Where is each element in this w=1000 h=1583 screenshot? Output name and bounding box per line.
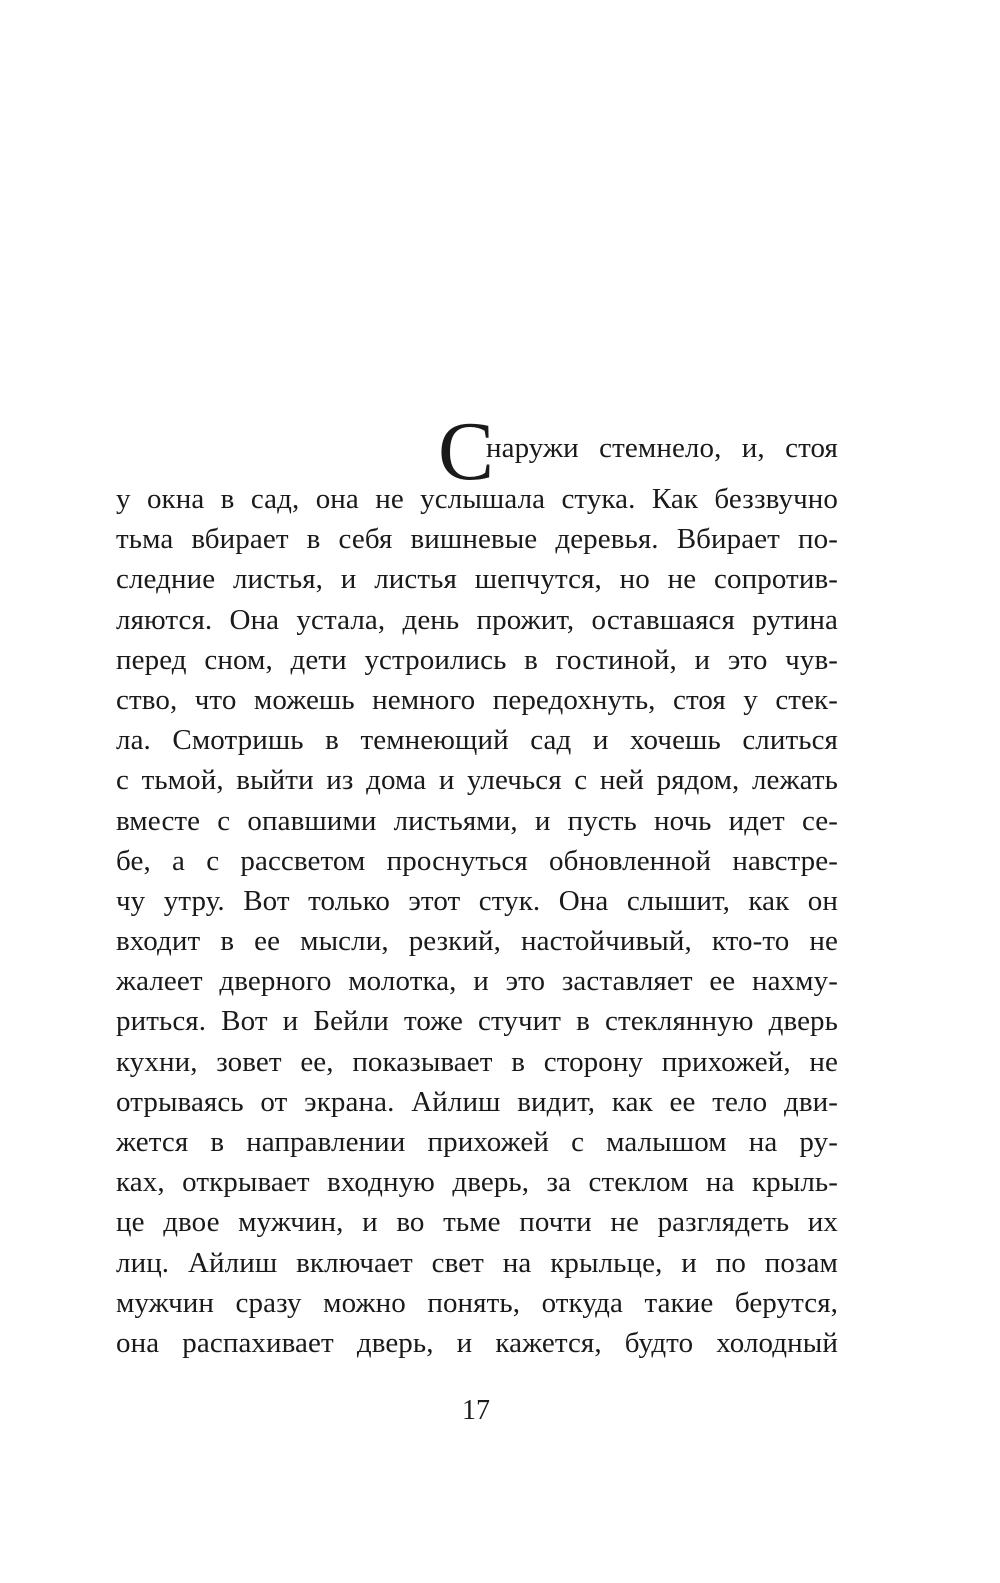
text-line: у окна в сад, она не услышала стука. Как беззвучно: [116, 483, 838, 515]
paragraph-lines: [116, 479, 838, 1363]
first-line: [116, 405, 838, 498]
text-line: следние листья, и листья шепчутся, но не сопротив-: [116, 563, 838, 596]
text-line: жется в направлении прихожей с малышом на ру-: [116, 1126, 838, 1158]
text-line: чу утру. Вот только этот стук. Она слышит, как он: [116, 884, 838, 917]
text-line: тьма вбирает в себя вишневые деревья. Вбирает по-: [116, 523, 838, 556]
page-number: 17: [462, 1395, 490, 1426]
text-line: бе, а с рассветом проснуться обновленной навстре-: [116, 844, 838, 877]
text-line: она распахивает дверь, и кажется, будто холодный: [116, 1326, 838, 1359]
first-line-text: наружи стемнело, и, стоя: [486, 432, 838, 464]
text-line: ла. Смотришь в темнеющий сад и хочешь слиться: [116, 724, 838, 757]
text-line: кухни, зовет ее, показывает в сторону прихожей, не: [116, 1045, 838, 1078]
text-line: лиц. Айлиш включает свет на крыльце, и по позам: [116, 1246, 838, 1279]
text-line: жалеет дверного молотка, и это заставляет ее нахму-: [116, 965, 838, 998]
text-line: перед сном, дети устроились в гостиной, и это чув-: [116, 643, 838, 676]
text-line: отрываясь от экрана. Айлиш видит, как ее тело дви-: [116, 1085, 838, 1118]
body-text: [116, 405, 838, 1363]
text-line: входит в ее мысли, резкий, настойчивый, кто-то не: [116, 925, 838, 958]
drop-cap: С: [438, 405, 495, 498]
text-line: вместе с опавшими листьями, и пусть ночь идет се-: [116, 804, 838, 837]
text-line: ках, открывает входную дверь, за стеклом на крыль-: [116, 1166, 838, 1199]
text-line: мужчин сразу можно понять, откуда такие берутся,: [116, 1286, 838, 1319]
text-line: ляются. Она устала, день прожит, оставшаяся рутина: [116, 603, 838, 636]
text-line: с тьмой, выйти из дома и улечься с ней рядом, лежать: [116, 764, 838, 797]
text-line: це двое мужчин, и во тьме почти не разглядеть их: [116, 1206, 838, 1239]
text-line: ство, что можешь немного передохнуть, стоя у стек-: [116, 683, 838, 716]
text-line: риться. Вот и Бейли тоже стучит в стеклянную дверь: [116, 1005, 838, 1038]
